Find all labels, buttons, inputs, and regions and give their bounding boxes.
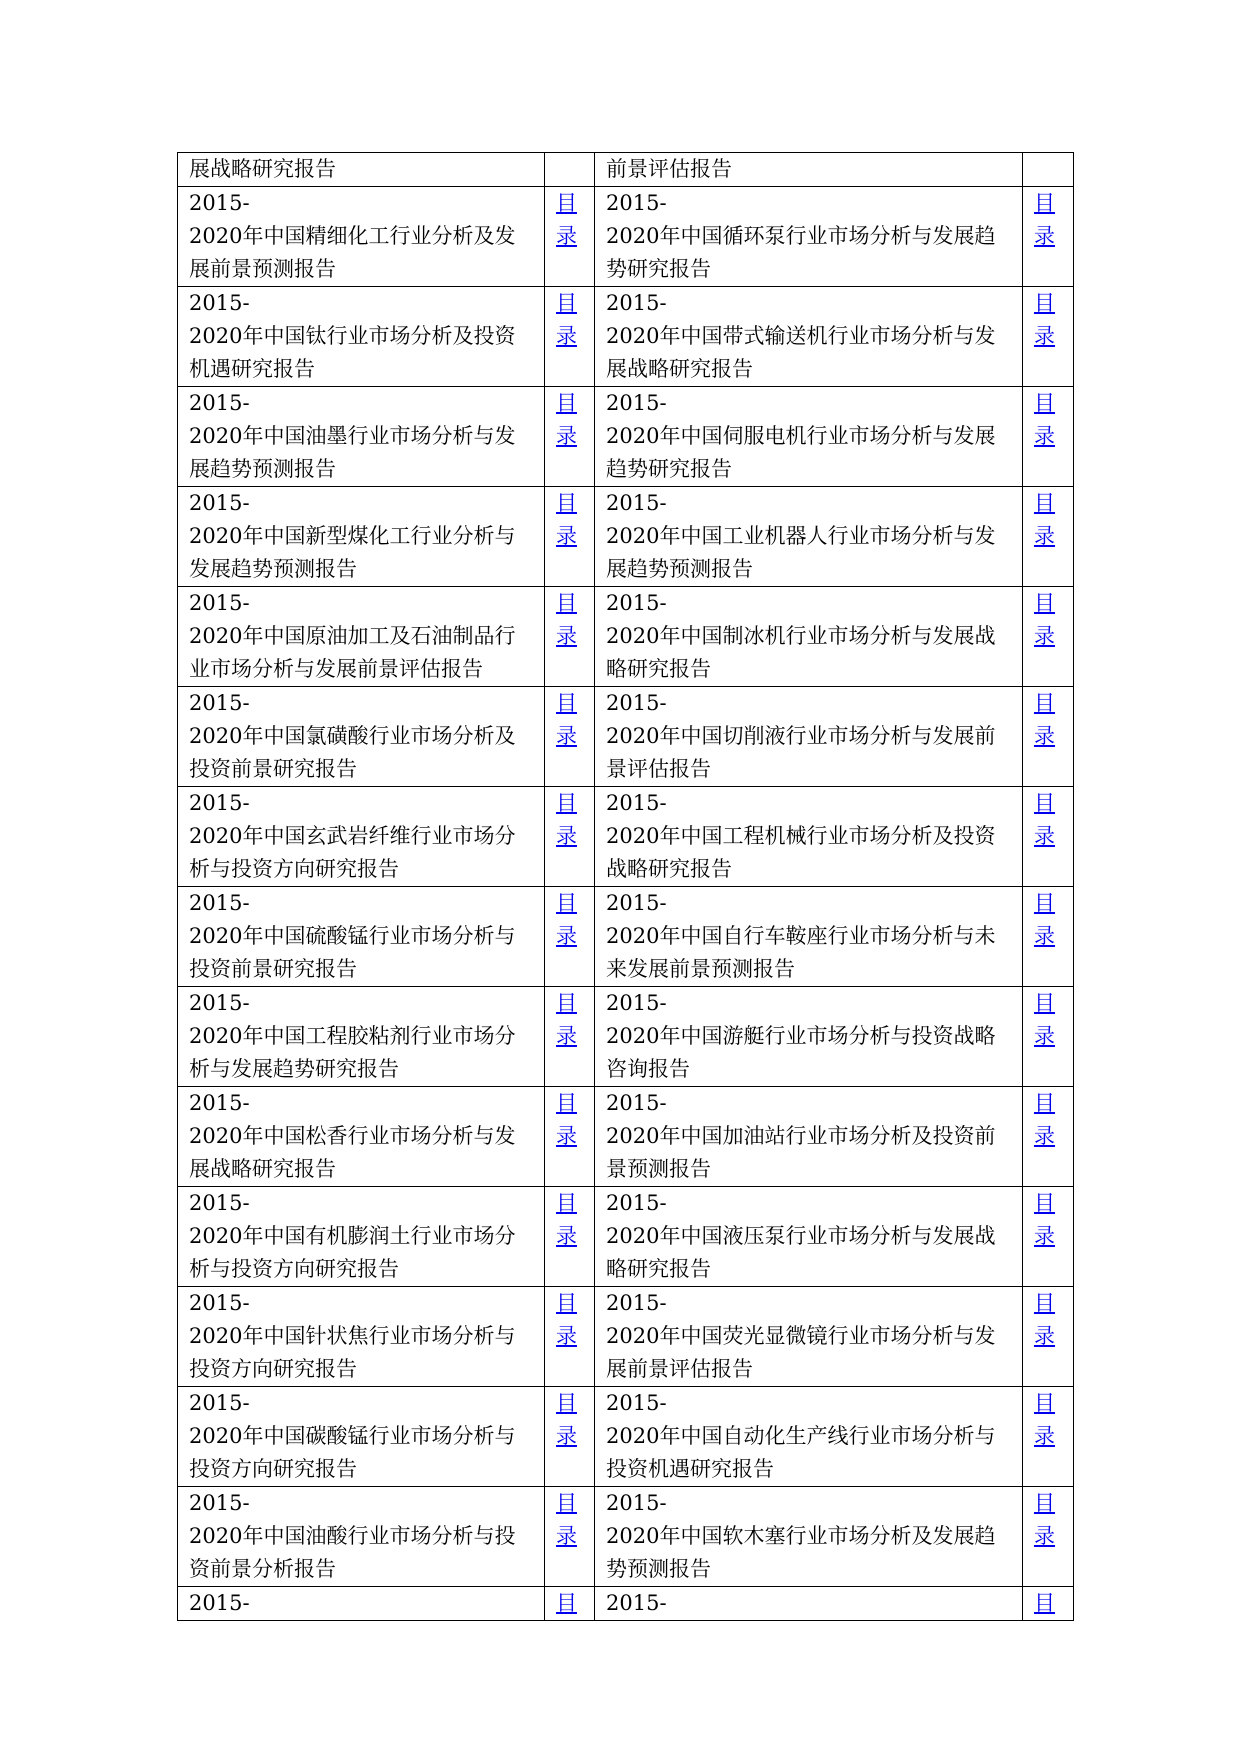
report-year: 2015-	[606, 1591, 667, 1615]
report-title-cell	[178, 887, 545, 987]
report-title-cell	[595, 187, 1023, 287]
toc-link-cell	[545, 1487, 595, 1587]
toc-link[interactable]: 目录	[556, 791, 577, 848]
report-title: 2020年中国自行车鞍座行业市场分析与未来发展前景预测报告	[606, 924, 996, 981]
table-row	[178, 287, 1074, 387]
report-title: 2020年中国游艇行业市场分析与投资战略咨询报告	[606, 1024, 996, 1081]
report-title: 2020年中国加油站行业市场分析及投资前景预测报告	[606, 1124, 996, 1181]
toc-link[interactable]: 目录	[1034, 1291, 1055, 1348]
table-row	[178, 1387, 1074, 1487]
report-title: 2020年中国氯磺酸行业市场分析及投资前景研究报告	[189, 724, 516, 781]
report-year: 2015-	[606, 791, 667, 815]
report-title-cell	[178, 187, 545, 287]
report-year: 2015-	[189, 1391, 250, 1415]
toc-link[interactable]: 目录	[1034, 1391, 1055, 1448]
toc-link-cell	[1023, 787, 1074, 887]
toc-link[interactable]: 目录	[556, 991, 577, 1048]
toc-link[interactable]: 目录	[1034, 991, 1055, 1048]
report-title: 2020年中国液压泵行业市场分析与发展战略研究报告	[606, 1224, 996, 1281]
report-title-cell	[178, 1487, 545, 1587]
toc-link-cell	[1023, 887, 1074, 987]
report-year: 2015-	[189, 591, 250, 615]
toc-link-cell	[1023, 1587, 1074, 1621]
toc-link-cell	[545, 187, 595, 287]
report-table-body	[178, 153, 1074, 1621]
report-year: 2015-	[606, 1391, 667, 1415]
toc-link[interactable]: 目录	[1034, 1091, 1055, 1148]
toc-link[interactable]: 目录	[556, 1391, 577, 1448]
report-title: 前景评估报告	[606, 157, 732, 181]
report-title-cell	[595, 1487, 1023, 1587]
report-title-cell	[178, 1087, 545, 1187]
report-title: 2020年中国油酸行业市场分析与投资前景分析报告	[189, 1524, 516, 1581]
toc-link-cell	[545, 687, 595, 787]
report-year: 2015-	[189, 1091, 250, 1115]
toc-link[interactable]: 目	[1034, 1591, 1055, 1615]
report-title-cell	[178, 587, 545, 687]
report-year: 2015-	[606, 391, 667, 415]
toc-link[interactable]: 目录	[1034, 291, 1055, 348]
report-year: 2015-	[189, 391, 250, 415]
report-title-cell	[178, 287, 545, 387]
report-title-cell	[595, 587, 1023, 687]
table-row	[178, 387, 1074, 487]
table-row	[178, 587, 1074, 687]
report-title: 2020年中国新型煤化工行业分析与发展趋势预测报告	[189, 524, 516, 581]
report-year: 2015-	[189, 891, 250, 915]
report-year: 2015-	[606, 691, 667, 715]
report-title-cell	[178, 1387, 545, 1487]
toc-link[interactable]: 目录	[556, 191, 577, 248]
toc-link[interactable]: 目录	[1034, 191, 1055, 248]
table-row	[178, 787, 1074, 887]
report-title: 2020年中国碳酸锰行业市场分析与投资方向研究报告	[189, 1424, 516, 1481]
report-title-cell	[595, 287, 1023, 387]
report-title: 2020年中国伺服电机行业市场分析与发展趋势研究报告	[606, 424, 996, 481]
report-title-cell	[178, 1187, 545, 1287]
table-row	[178, 187, 1074, 287]
toc-link[interactable]: 目录	[556, 891, 577, 948]
report-year: 2015-	[606, 291, 667, 315]
toc-link[interactable]: 目	[556, 1591, 577, 1615]
toc-link-cell	[1023, 1387, 1074, 1487]
toc-link[interactable]: 目录	[556, 1291, 577, 1348]
report-title-cell	[595, 153, 1023, 187]
report-year: 2015-	[606, 991, 667, 1015]
report-title-cell	[178, 153, 545, 187]
report-title-cell	[595, 687, 1023, 787]
report-title: 2020年中国软木塞行业市场分析及发展趋势预测报告	[606, 1524, 996, 1581]
report-title-cell	[595, 1387, 1023, 1487]
toc-link[interactable]: 目录	[556, 491, 577, 548]
report-title: 2020年中国切削液行业市场分析与发展前景评估报告	[606, 724, 996, 781]
report-year: 2015-	[189, 1491, 250, 1515]
report-year: 2015-	[189, 491, 250, 515]
report-year: 2015-	[606, 1291, 667, 1315]
report-year: 2015-	[606, 191, 667, 215]
toc-link-cell	[545, 1587, 595, 1621]
report-title-cell	[178, 787, 545, 887]
toc-link-cell	[545, 587, 595, 687]
table-row	[178, 1487, 1074, 1587]
report-title-cell	[595, 987, 1023, 1087]
report-year: 2015-	[189, 691, 250, 715]
toc-link[interactable]: 目录	[1034, 691, 1055, 748]
toc-link-cell	[545, 153, 595, 187]
toc-link[interactable]: 目录	[556, 291, 577, 348]
report-title: 2020年中国循环泵行业市场分析与发展趋势研究报告	[606, 224, 996, 281]
report-title: 2020年中国硫酸锰行业市场分析与投资前景研究报告	[189, 924, 516, 981]
toc-link[interactable]: 目录	[1034, 391, 1055, 448]
report-title: 2020年中国自动化生产线行业市场分析与投资机遇研究报告	[606, 1424, 996, 1481]
toc-link[interactable]: 目录	[1034, 791, 1055, 848]
report-title-cell	[595, 1087, 1023, 1187]
report-year: 2015-	[189, 291, 250, 315]
toc-link-cell	[1023, 287, 1074, 387]
report-year: 2015-	[189, 1191, 250, 1215]
table-row	[178, 487, 1074, 587]
toc-link-cell	[1023, 1487, 1074, 1587]
report-title: 2020年中国工业机器人行业市场分析与发展趋势预测报告	[606, 524, 996, 581]
report-title: 2020年中国针状焦行业市场分析与投资方向研究报告	[189, 1324, 516, 1381]
toc-link[interactable]: 目录	[556, 391, 577, 448]
report-title-cell	[178, 687, 545, 787]
report-table	[177, 152, 1074, 1621]
report-title-cell	[595, 787, 1023, 887]
toc-link[interactable]: 目录	[556, 1491, 577, 1548]
report-title-cell	[178, 387, 545, 487]
report-year: 2015-	[606, 1491, 667, 1515]
toc-link[interactable]: 目录	[1034, 1491, 1055, 1548]
report-year: 2015-	[606, 1191, 667, 1215]
toc-link-cell	[545, 787, 595, 887]
report-title: 2020年中国原油加工及石油制品行业市场分析与发展前景评估报告	[189, 624, 516, 681]
toc-link[interactable]: 目录	[1034, 491, 1055, 548]
report-year: 2015-	[189, 191, 250, 215]
table-row	[178, 887, 1074, 987]
report-title-cell	[178, 987, 545, 1087]
report-title: 2020年中国工程胶粘剂行业市场分析与发展趋势研究报告	[189, 1024, 516, 1081]
report-title-cell	[595, 487, 1023, 587]
report-title: 2020年中国制冰机行业市场分析与发展战略研究报告	[606, 624, 996, 681]
toc-link-cell	[1023, 187, 1074, 287]
report-title: 2020年中国带式输送机行业市场分析与发展战略研究报告	[606, 324, 996, 381]
report-title-cell	[595, 1287, 1023, 1387]
report-year: 2015-	[606, 591, 667, 615]
toc-link-cell	[1023, 387, 1074, 487]
toc-link[interactable]: 目录	[1034, 891, 1055, 948]
report-title: 2020年中国油墨行业市场分析与发展趋势预测报告	[189, 424, 516, 481]
toc-link-cell	[1023, 587, 1074, 687]
toc-link[interactable]: 目录	[556, 591, 577, 648]
toc-link-cell	[545, 487, 595, 587]
toc-link-cell	[545, 287, 595, 387]
toc-link-cell	[1023, 1287, 1074, 1387]
table-row	[178, 1587, 1074, 1621]
report-title: 2020年中国工程机械行业市场分析及投资战略研究报告	[606, 824, 996, 881]
report-title-cell	[595, 387, 1023, 487]
toc-link[interactable]: 目录	[1034, 591, 1055, 648]
report-title: 2020年中国钛行业市场分析及投资机遇研究报告	[189, 324, 516, 381]
report-title: 2020年中国玄武岩纤维行业市场分析与投资方向研究报告	[189, 824, 516, 881]
toc-link-cell	[1023, 153, 1074, 187]
toc-link-cell	[545, 887, 595, 987]
toc-link-cell	[545, 1287, 595, 1387]
report-title: 2020年中国松香行业市场分析与发展战略研究报告	[189, 1124, 516, 1181]
report-year: 2015-	[189, 1291, 250, 1315]
table-row	[178, 1087, 1074, 1187]
report-title-cell	[595, 1587, 1023, 1621]
table-row	[178, 153, 1074, 187]
report-title-cell	[178, 487, 545, 587]
toc-link[interactable]: 目录	[556, 1191, 577, 1248]
toc-link-cell	[545, 387, 595, 487]
report-year: 2015-	[189, 791, 250, 815]
report-year: 2015-	[606, 491, 667, 515]
toc-link[interactable]: 目录	[1034, 1191, 1055, 1248]
report-title: 展战略研究报告	[189, 157, 336, 181]
report-title-cell	[595, 1187, 1023, 1287]
toc-link-cell	[545, 987, 595, 1087]
toc-link-cell	[1023, 987, 1074, 1087]
report-title: 2020年中国精细化工行业分析及发展前景预测报告	[189, 224, 516, 281]
report-title: 2020年中国有机膨润土行业市场分析与投资方向研究报告	[189, 1224, 516, 1281]
toc-link-cell	[545, 1187, 595, 1287]
table-row	[178, 987, 1074, 1087]
report-title-cell	[178, 1287, 545, 1387]
report-title-cell	[178, 1587, 545, 1621]
report-title-cell	[595, 887, 1023, 987]
toc-link-cell	[545, 1387, 595, 1487]
toc-link[interactable]: 目录	[556, 1091, 577, 1148]
table-row	[178, 687, 1074, 787]
report-year: 2015-	[189, 1591, 250, 1615]
report-year: 2015-	[606, 1091, 667, 1115]
table-row	[178, 1187, 1074, 1287]
toc-link[interactable]: 目录	[556, 691, 577, 748]
toc-link-cell	[1023, 1087, 1074, 1187]
toc-link-cell	[1023, 687, 1074, 787]
report-year: 2015-	[189, 991, 250, 1015]
toc-link-cell	[545, 1087, 595, 1187]
table-row	[178, 1287, 1074, 1387]
report-title: 2020年中国荧光显微镜行业市场分析与发展前景评估报告	[606, 1324, 996, 1381]
toc-link-cell	[1023, 1187, 1074, 1287]
report-year: 2015-	[606, 891, 667, 915]
toc-link-cell	[1023, 487, 1074, 587]
